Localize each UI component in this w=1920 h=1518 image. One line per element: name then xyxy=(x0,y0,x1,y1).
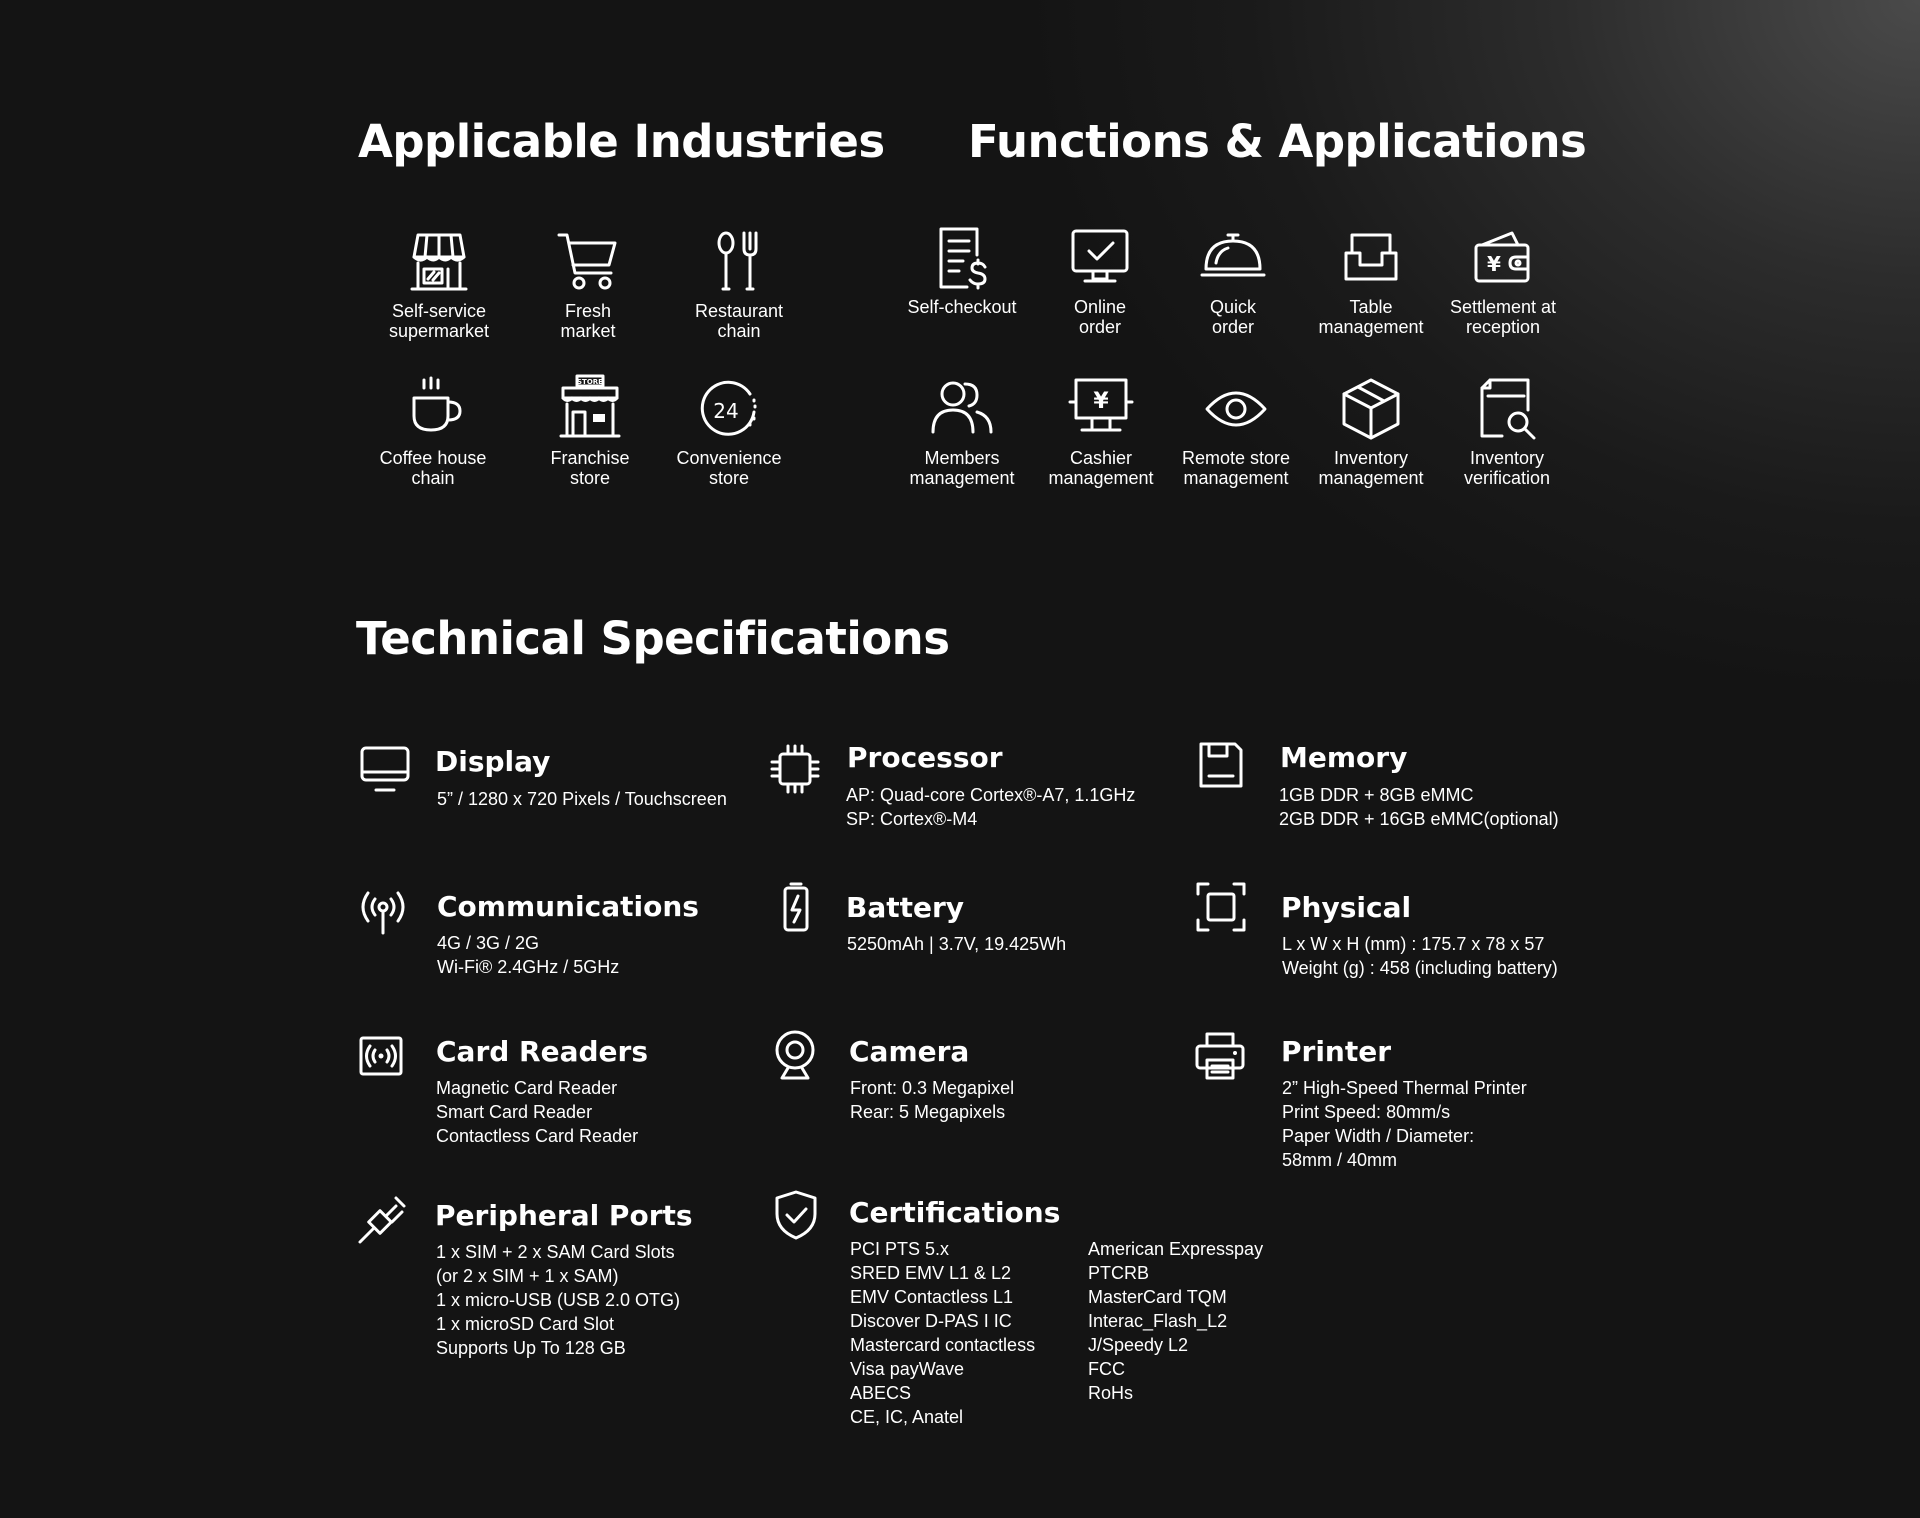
spec-line: EMV Contactless L1 xyxy=(850,1287,1014,1307)
spec-line: Magnetic Card Reader xyxy=(436,1078,618,1098)
clock-24-icon xyxy=(694,374,764,444)
function-settlement-reception xyxy=(1433,223,1573,337)
yen-symbol: ¥ xyxy=(1093,389,1109,414)
spec-line: Wi-Fi® 2.4GHz / 5GHz xyxy=(437,957,620,977)
spec-line: J/Speedy L2 xyxy=(1088,1335,1189,1355)
industry-label: Convenience store xyxy=(676,448,782,488)
cert-col-2 xyxy=(1088,1237,1263,1405)
spec-line: Contactless Card Reader xyxy=(436,1126,639,1146)
printer-icon xyxy=(1193,1030,1247,1084)
spec-title: Certifications xyxy=(849,1196,1061,1229)
service-bell-icon xyxy=(1198,223,1268,293)
spec-line: SP: Cortex®-M4 xyxy=(846,809,978,829)
function-label: Inventory verification xyxy=(1463,448,1551,488)
spec-line: L x W x H (mm) : 175.7 x 78 x 57 xyxy=(1282,934,1545,954)
industry-label: Franchise store xyxy=(550,448,630,488)
spec-body xyxy=(1282,932,1558,980)
spec-line: 58mm / 40mm xyxy=(1282,1150,1398,1170)
spec-title: Battery xyxy=(846,891,965,924)
usb-plug-icon xyxy=(356,1192,410,1246)
spec-line: CE, IC, Anatel xyxy=(850,1407,964,1427)
tray-icon xyxy=(1336,223,1406,293)
spec-line: Mastercard contactless xyxy=(850,1335,1036,1355)
functions-title: Functions & Applications xyxy=(968,115,1587,168)
contactless-icon xyxy=(356,1030,410,1084)
industry-fresh-market xyxy=(518,227,658,341)
function-label: Quick order xyxy=(1209,297,1256,337)
store-icon xyxy=(555,374,625,444)
industry-label: Fresh market xyxy=(560,301,616,341)
function-inventory-management xyxy=(1301,374,1441,488)
spec-title: Memory xyxy=(1280,741,1408,774)
function-quick-order xyxy=(1163,223,1303,337)
spec-body xyxy=(846,783,1135,831)
spec-title: Peripheral Ports xyxy=(435,1199,693,1232)
eye-icon xyxy=(1201,374,1271,444)
spec-line: 1GB DDR + 8GB eMMC xyxy=(1279,785,1474,805)
spec-title: Physical xyxy=(1281,891,1412,924)
spec-body xyxy=(850,1076,1014,1124)
fork-spoon-icon xyxy=(704,227,774,297)
spec-body xyxy=(847,932,1066,956)
industry-franchise-store xyxy=(520,374,660,488)
users-icon xyxy=(927,374,997,444)
spec-line: ABECS xyxy=(850,1383,912,1403)
spec-line: 1 x micro-USB (USB 2.0 OTG) xyxy=(436,1290,681,1310)
industry-coffee-house-chain xyxy=(363,374,503,488)
spec-line: RoHs xyxy=(1088,1383,1134,1403)
function-label: Online order xyxy=(1073,297,1127,337)
function-table-management xyxy=(1301,223,1441,337)
spec-body xyxy=(1282,1076,1527,1172)
cert-col-1 xyxy=(850,1237,1035,1429)
industry-self-service-supermarket xyxy=(369,227,509,341)
spec-line: Smart Card Reader xyxy=(436,1102,593,1122)
function-label: Remote store management xyxy=(1181,448,1291,488)
coffee-cup-icon xyxy=(398,374,468,444)
clock-24-badge: 24 xyxy=(713,399,739,423)
shopping-cart-icon xyxy=(553,227,623,297)
spec-body xyxy=(1279,783,1559,831)
spec-line: 1 x SIM + 2 x SAM Card Slots xyxy=(436,1242,675,1262)
spec-line: 2GB DDR + 16GB eMMC(optional) xyxy=(1279,809,1559,829)
spec-line: (or 2 x SIM + 1 x SAM) xyxy=(436,1266,619,1286)
spec-line: FCC xyxy=(1088,1359,1125,1379)
spec-line: American Expresspay xyxy=(1088,1239,1264,1259)
spec-body xyxy=(436,1076,638,1148)
spec-line: PCI PTS 5.x xyxy=(850,1239,950,1259)
industries-title: Applicable Industries xyxy=(358,115,885,168)
industry-label: Coffee house chain xyxy=(379,448,487,488)
cash-register-icon xyxy=(1066,374,1136,444)
monitor-check-icon xyxy=(1065,223,1135,293)
function-label: Table management xyxy=(1318,297,1424,337)
spec-line: Visa payWave xyxy=(850,1359,965,1379)
function-label: Cashier management xyxy=(1048,448,1154,488)
spec-line: Weight (g) : 458 (including battery) xyxy=(1282,958,1558,978)
spec-line: AP: Quad-core Cortex®-A7, 1.1GHz xyxy=(846,785,1136,805)
function-inventory-verification xyxy=(1437,374,1577,488)
store-sign: STORE xyxy=(577,378,603,386)
spec-line: Rear: 5 Megapixels xyxy=(850,1102,1006,1122)
webcam-icon xyxy=(768,1028,822,1082)
function-label: Self-checkout xyxy=(907,297,1017,317)
specs-title: Technical Specifications xyxy=(356,612,950,665)
spec-line: Front: 0.3 Megapixel xyxy=(850,1078,1015,1098)
spec-body xyxy=(436,1240,680,1360)
spec-line: Print Speed: 80mm/s xyxy=(1282,1102,1451,1122)
spec-line: 1 x microSD Card Slot xyxy=(436,1314,615,1334)
shield-check-icon xyxy=(769,1188,823,1242)
function-self-checkout xyxy=(892,223,1032,317)
dimensions-frame-icon xyxy=(1194,880,1248,934)
function-online-order xyxy=(1030,223,1170,337)
industry-label: Self-service supermarket xyxy=(388,301,490,341)
spec-line: Discover D-PAS I IC xyxy=(850,1311,1012,1331)
spec-title: Processor xyxy=(847,741,1003,774)
spec-title: Camera xyxy=(849,1035,970,1068)
receipt-dollar-icon xyxy=(927,223,997,293)
spec-line: Paper Width / Diameter: xyxy=(1282,1126,1475,1146)
spec-line: Supports Up To 128 GB xyxy=(436,1338,626,1358)
function-label: Inventory management xyxy=(1318,448,1424,488)
spec-title: Display xyxy=(435,745,551,778)
spec-line: 2” High-Speed Thermal Printer xyxy=(1282,1078,1527,1098)
function-cashier-management xyxy=(1031,374,1171,488)
document-search-icon xyxy=(1472,374,1542,444)
memory-card-icon xyxy=(1193,738,1247,792)
function-label: Members management xyxy=(909,448,1015,488)
antenna-signal-icon xyxy=(356,885,410,939)
spec-body xyxy=(437,787,727,811)
spec-line: PTCRB xyxy=(1088,1263,1150,1283)
monitor-icon xyxy=(358,742,412,796)
industry-label: Restaurant chain xyxy=(694,301,784,341)
wallet-yen-icon xyxy=(1468,223,1538,293)
spec-title: Card Readers xyxy=(436,1035,648,1068)
yen-symbol: ¥ xyxy=(1487,252,1501,276)
industry-restaurant-chain xyxy=(669,227,809,341)
spec-line: SRED EMV L1 & L2 xyxy=(850,1263,1012,1283)
spec-line: Interac_Flash_L2 xyxy=(1088,1311,1228,1331)
spec-line: 5” / 1280 x 720 Pixels / Touchscreen xyxy=(437,789,727,809)
spec-title: Printer xyxy=(1281,1035,1392,1068)
spec-body xyxy=(437,931,619,979)
storefront-icon xyxy=(404,227,474,297)
spec-title: Communications xyxy=(437,890,699,923)
function-members-management xyxy=(892,374,1032,488)
cpu-chip-icon xyxy=(768,742,822,796)
function-remote-store-management xyxy=(1166,374,1306,488)
function-label: Settlement at reception xyxy=(1449,297,1557,337)
spec-line: MasterCard TQM xyxy=(1088,1287,1227,1307)
box-icon xyxy=(1336,374,1406,444)
battery-icon xyxy=(769,880,823,934)
spec-line: 5250mAh | 3.7V, 19.425Wh xyxy=(847,934,1067,954)
industry-convenience-store xyxy=(659,374,799,488)
spec-line: 4G / 3G / 2G xyxy=(437,933,540,953)
